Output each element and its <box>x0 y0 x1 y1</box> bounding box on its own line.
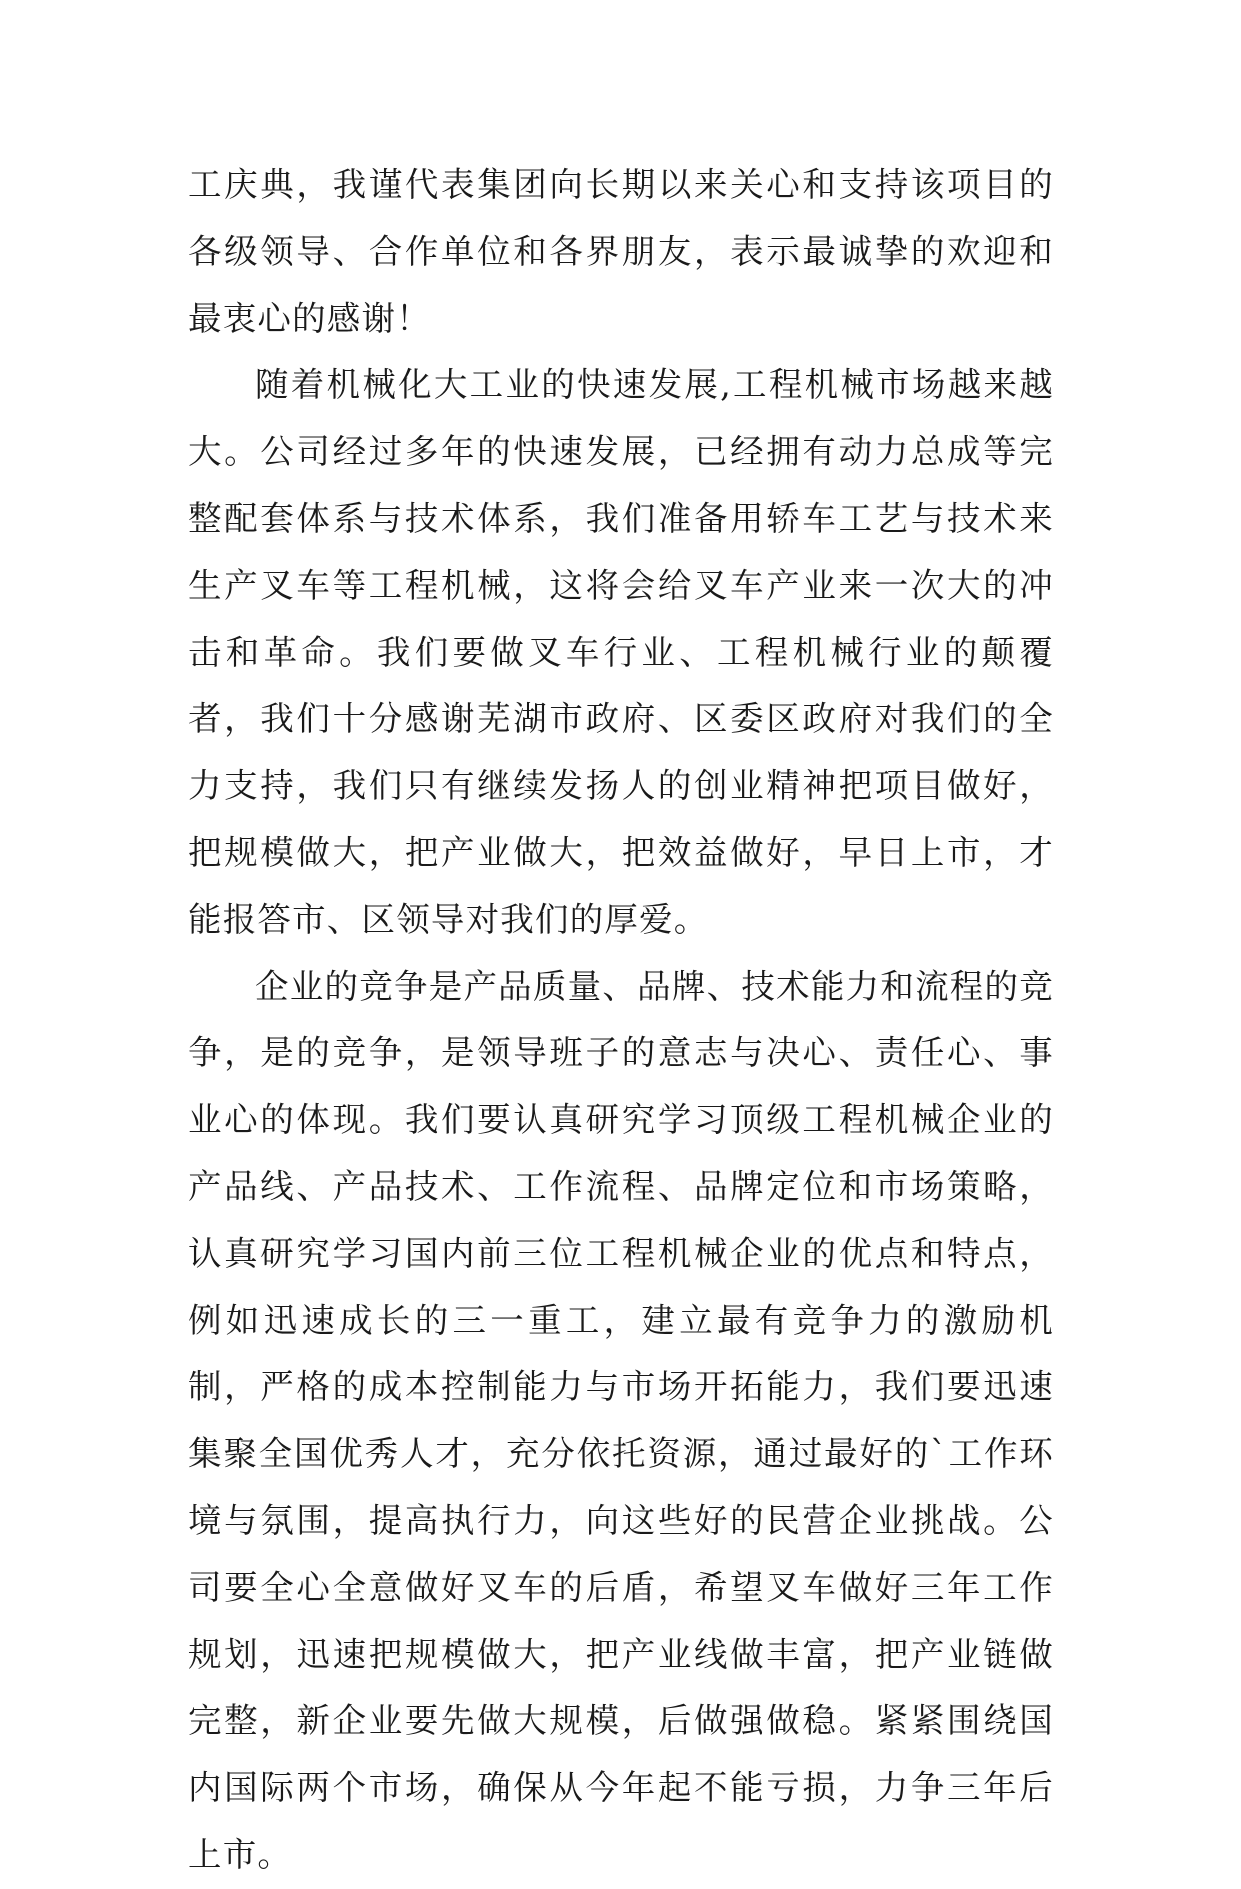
paragraph-2: 随着机械化大工业的快速发展,工程机械市场越来越大。公司经过多年的快速发展，已经拥有动力总成等完整配套体系与技术体系，我们准备用轿车工艺与技术来生产叉车等工程机械，这将会给叉车产业来一次大的冲击和革命。我们要做叉车行业、工程机械行业的颠覆者，我们十分感谢芜湖市政府、区委区政府对我们的全力支持，我们只有继续发扬人的创业精神把项目做好，把规模做大，把产业做大，把效益做好，早日上市，才能报答市、区领导对我们的厚爱。 <box>188 365 1054 939</box>
paragraph-3: 企业的竞争是产品质量、品牌、技术能力和流程的竞争，是的竞争，是领导班子的意志与决心、责任心、事业心的体现。我们要认真研究学习顶级工程机械企业的产品线、产品技术、工作流程、品牌定位和市场策略，认真研究学习国内前三位工程机械企业的优点和特点，例如迅速成长的三一重工，建立最有竞争力的激励机制，严格的成本控制能力与市场开拓能力，我们要迅速集聚全国优秀人才，充分依托资源，通过最好的`工作环境与氛围，提高执行力，向这些好的民营企业挑战。公司要全心全意做好叉车的后盾，希望叉车做好三年工作规划，迅速把规模做大，把产业线做丰富，把产业链做完整，新企业要先做大规模，后做强做稳。紧紧围绕国内国际两个市场，确保从今年起不能亏损，力争三年后上市。 <box>188 966 1054 1874</box>
document-body <box>188 152 1054 1889</box>
paragraph-1: 工庆典，我谨代表集团向长期以来关心和支持该项目的各级领导、合作单位和各界朋友，表示最诚挚的欢迎和最衷心的感谢！ <box>188 165 1054 338</box>
